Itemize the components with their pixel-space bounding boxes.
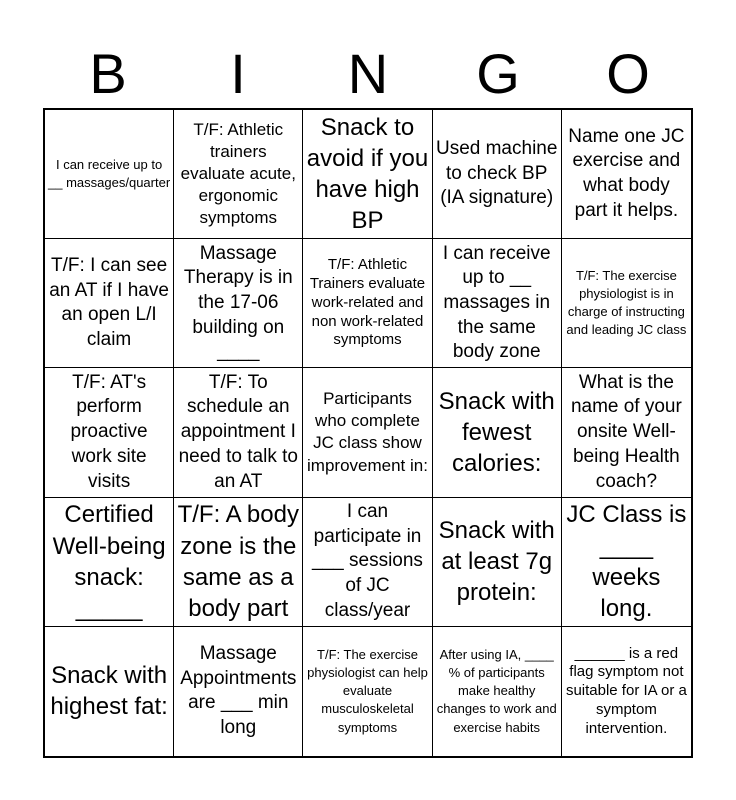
bingo-cell-r3c5[interactable]: What is the name of your onsite Well-being Health coach? [562,368,691,497]
bingo-cell-r3c3[interactable]: Participants who complete JC class show improvement in: [303,368,432,497]
bingo-cell-r1c3[interactable]: Snack to avoid if you have high BP [303,110,432,239]
bingo-cell-r2c1[interactable]: T/F: I can see an AT if I have an open L/I claim [45,239,174,368]
bingo-cell-r4c4[interactable]: Snack with at least 7g protein: [433,498,562,627]
bingo-cell-r4c3[interactable]: I can participate in ___ sessions of JC class/year [303,498,432,627]
bingo-cell-r1c2[interactable]: T/F: Athletic trainers evaluate acute, ergonomic symptoms [174,110,303,239]
bingo-cell-r3c1[interactable]: T/F: AT's perform proactive work site visits [45,368,174,497]
bingo-header [43,40,693,108]
bingo-cell-r2c2[interactable]: Massage Therapy is in the 17-06 building on ____ [174,239,303,368]
header-letter-i: I [230,42,246,105]
bingo-cell-r2c3[interactable]: T/F: Athletic Trainers evaluate work-related and non work-related symptoms [303,239,432,368]
bingo-cell-r2c4[interactable]: I can receive up to __ massages in the same body zone [433,239,562,368]
bingo-cell-r1c4[interactable]: Used machine to check BP (IA signature) [433,110,562,239]
header-letter-b: B [89,42,127,105]
bingo-cell-r5c1[interactable]: Snack with highest fat: [45,627,174,756]
bingo-cell-r4c2[interactable]: T/F: A body zone is the same as a body part [174,498,303,627]
header-letter-n: N [347,42,389,105]
bingo-cell-r3c2[interactable]: T/F: To schedule an appointment I need to talk to an AT [174,368,303,497]
header-letter-g: G [476,42,520,105]
bingo-cell-r5c5[interactable]: ______ is a red flag symptom not suitable for IA or a symptom intervention. [565,644,687,737]
bingo-cell-r4c1[interactable]: Certified Well-being snack: _____ [45,498,174,627]
header-letter-o: O [606,42,650,105]
bingo-cell-r5c2[interactable]: Massage Appointments are ___ min long [174,627,303,756]
bingo-cell-r5c3[interactable]: T/F: The exercise physiologist can help evaluate musculoskeletal symptoms [303,627,432,756]
bingo-cell-r2c5[interactable]: T/F: The exercise physiologist is in charge of instructing and leading JC class [562,239,691,368]
bingo-cell-r1c5[interactable]: Name one JC exercise and what body part it helps. [562,110,691,239]
bingo-card-grid [43,108,693,758]
bingo-cell-r1c1[interactable]: I can receive up to __ massages/quarter [45,110,174,239]
bingo-cell-r3c4[interactable]: Snack with fewest calories: [433,368,562,497]
bingo-cell-r5c4[interactable]: After using IA, ____ % of participants make healthy changes to work and exercise habits [433,627,562,756]
bingo-cell-r4c5[interactable]: JC Class is ____ weeks long. [562,498,691,627]
